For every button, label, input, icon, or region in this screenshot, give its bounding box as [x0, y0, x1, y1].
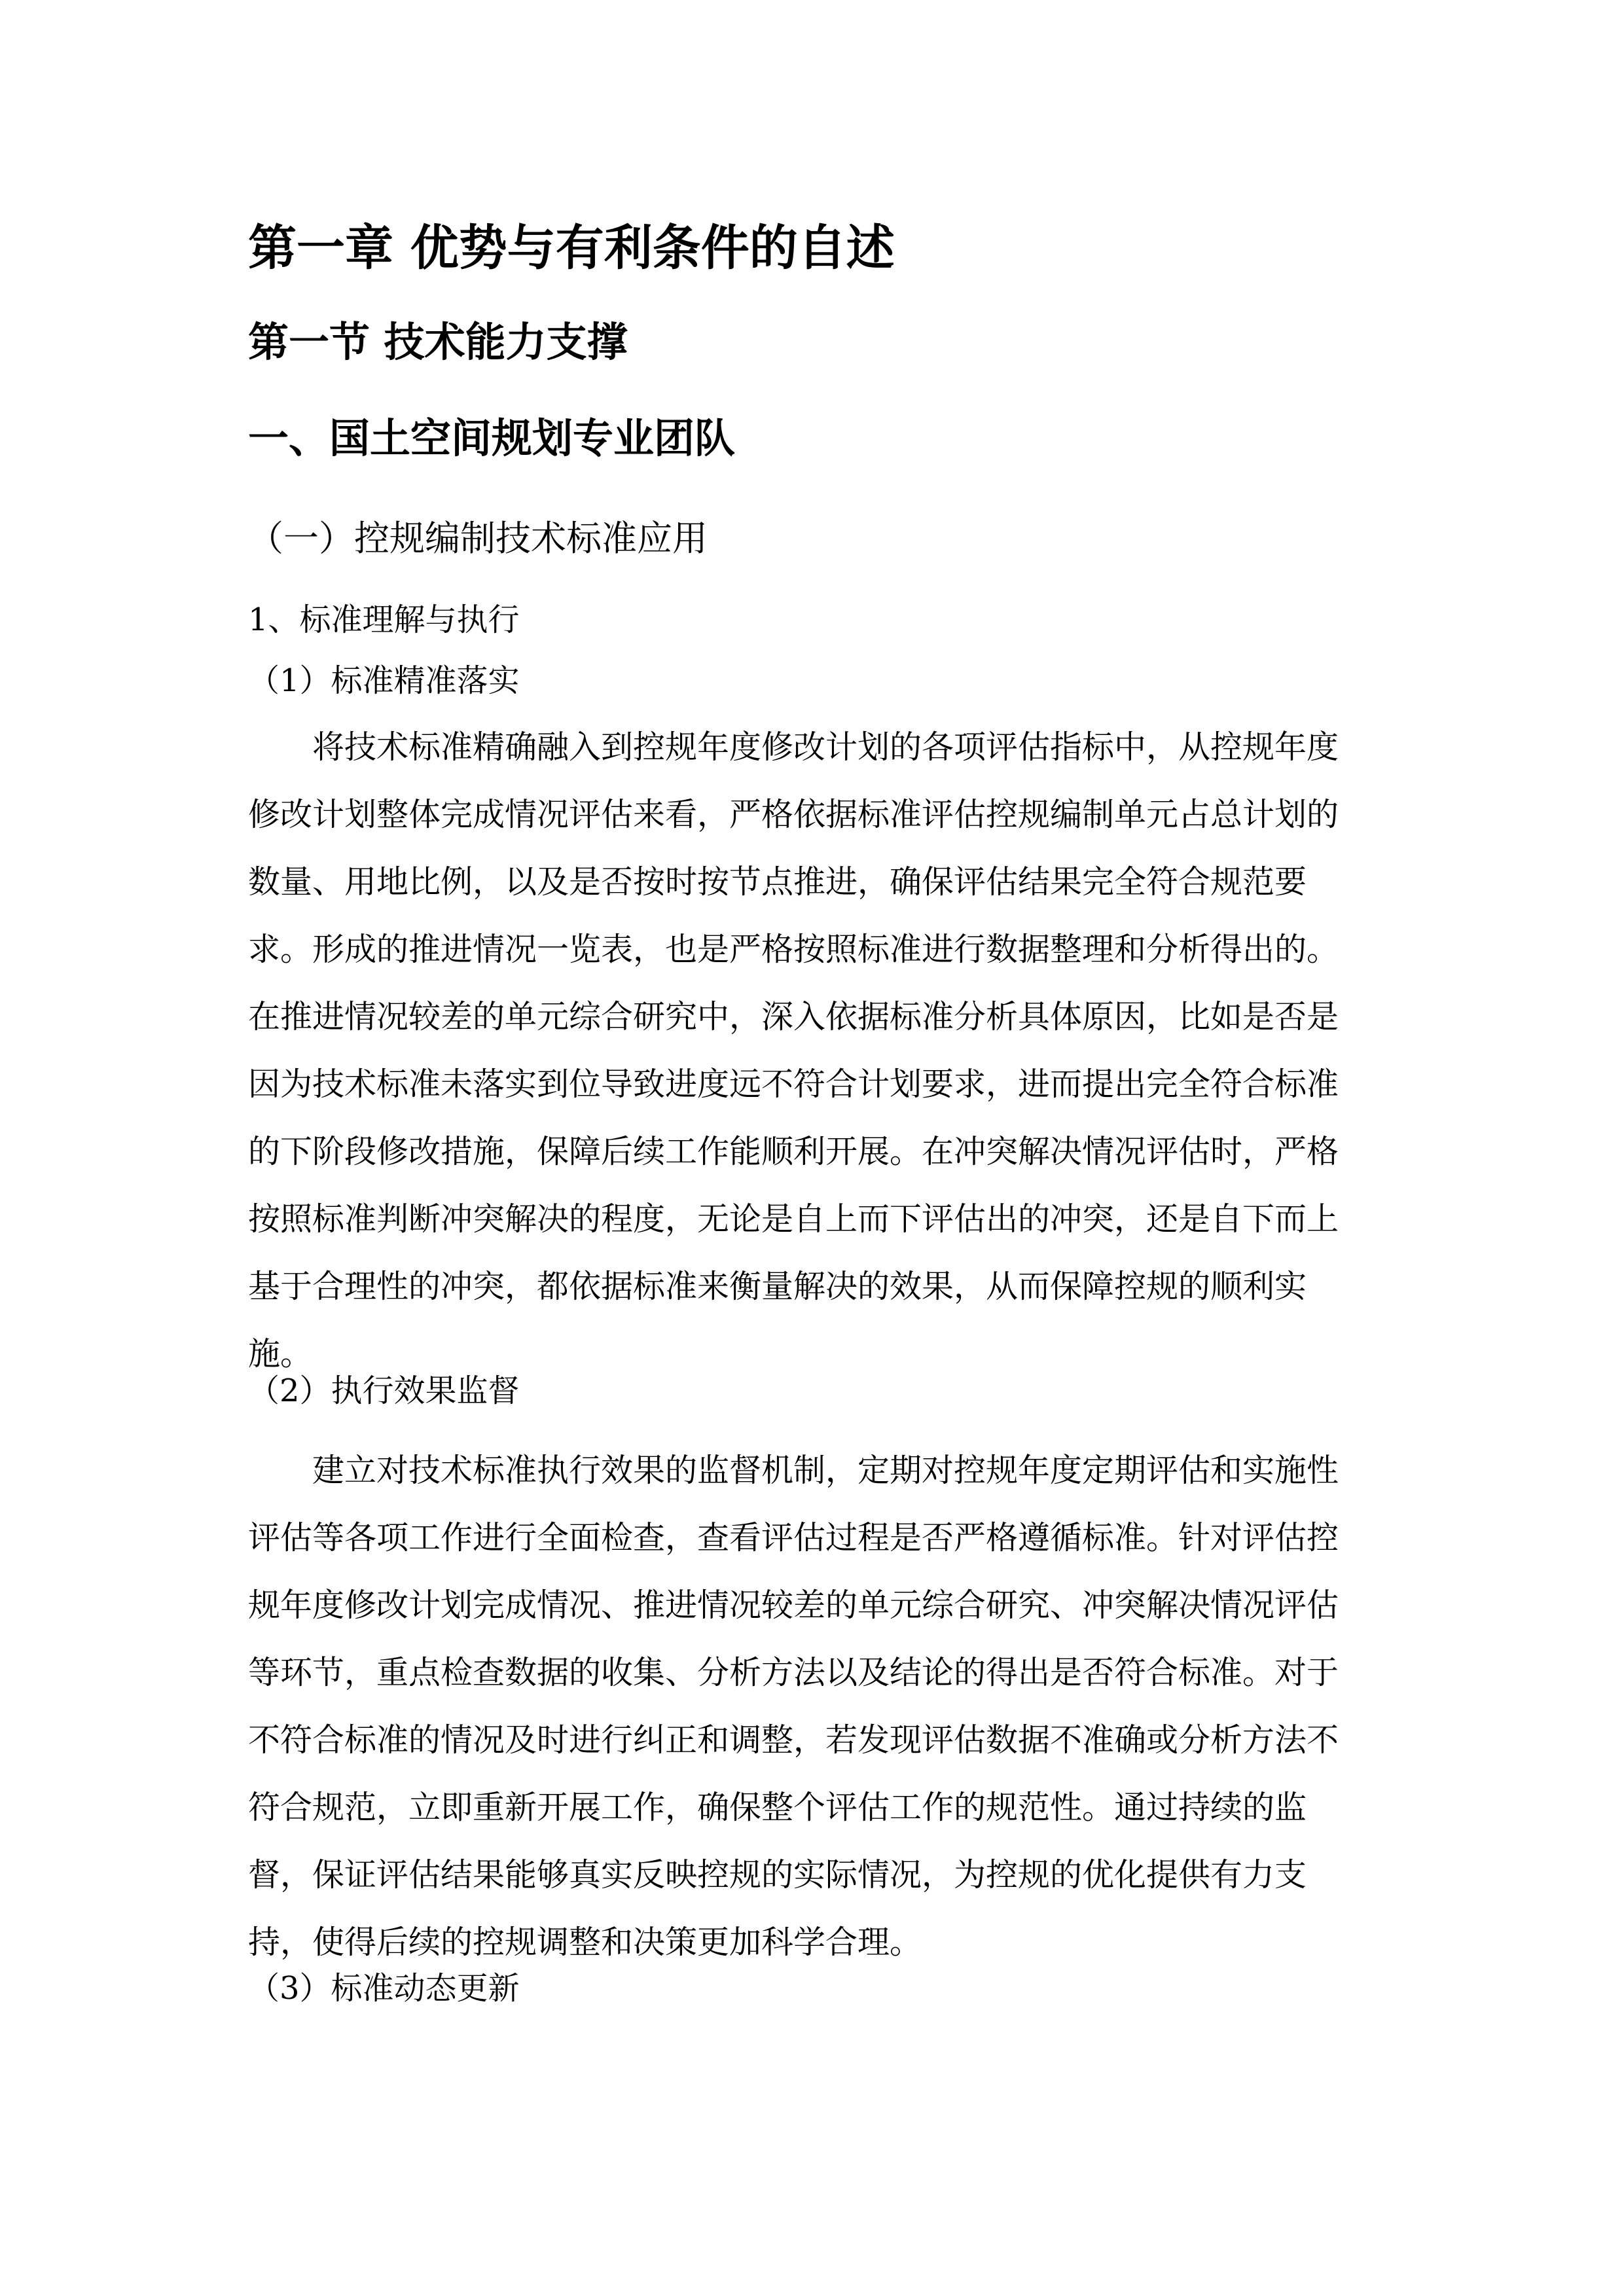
paragraph-2 [248, 1437, 1370, 1976]
paragraph-line: 求。形成的推进情况一览表，也是严格按照标准进行数据整理和分析得出的。 [248, 931, 1339, 968]
chapter-title: 第一章 优势与有利条件的自述 [248, 220, 895, 276]
paragraph-1 [248, 713, 1370, 1388]
paragraph-line: 因为技术标准未落实到位导致进度远不符合计划要求，进而提出完全符合标准 [248, 1066, 1339, 1103]
paragraph-line: 按照标准判断冲突解决的程度，无论是自上而下评估出的冲突，还是自下而上 [248, 1200, 1339, 1238]
paragraph-line: 修改计划整体完成情况评估来看，严格依据标准评估控规编制单元占总计划的 [248, 796, 1339, 833]
paragraph-line: 将技术标准精确融入到控规年度修改计划的各项评估指标中，从控规年度 [312, 728, 1339, 766]
subitem-title-1: （1）标准精准落实 [248, 662, 520, 699]
paragraph-line: 符合规范，立即重新开展工作，确保整个评估工作的规范性。通过持续的监 [248, 1789, 1307, 1826]
paragraph-line: 不符合标准的情况及时进行纠正和调整，若发现评估数据不准确或分析方法不 [248, 1721, 1339, 1759]
subitem-title-3: （3）标准动态更新 [248, 1970, 520, 2007]
subsubsection-title: （一）控规编制技术标准应用 [248, 518, 708, 559]
paragraph-line: 持，使得后续的控规调整和决策更加科学合理。 [248, 1924, 922, 1961]
paragraph-line: 督，保证评估结果能够真实反映控规的实际情况，为控规的优化提供有力支 [248, 1856, 1307, 1893]
subitem-title-2: （2）执行效果监督 [248, 1372, 520, 1409]
section-title: 第一节 技术能力支撑 [248, 318, 628, 366]
paragraph-line: 施。 [248, 1335, 313, 1372]
paragraph-line: 基于合理性的冲突，都依据标准来衡量解决的效果，从而保障控规的顺利实 [248, 1268, 1307, 1305]
paragraph-line: 的下阶段修改措施，保障后续工作能顺利开展。在冲突解决情况评估时，严格 [248, 1133, 1339, 1170]
paragraph-line: 数量、用地比例，以及是否按时按节点推进，确保评估结果完全符合规范要 [248, 863, 1307, 901]
paragraph-line: 等环节，重点检查数据的收集、分析方法以及结论的得出是否符合标准。对于 [248, 1654, 1339, 1691]
paragraph-line: 评估等各项工作进行全面检查，查看评估过程是否严格遵循标准。针对评估控 [248, 1519, 1339, 1556]
item-title: 1、标准理解与执行 [248, 601, 520, 638]
subsection-title: 一、国土空间规划专业团队 [248, 414, 736, 462]
paragraph-line: 在推进情况较差的单元综合研究中，深入依据标准分析具体原因，比如是否是 [248, 998, 1339, 1035]
paragraph-line: 建立对技术标准执行效果的监督机制，定期对控规年度定期评估和实施性 [312, 1452, 1339, 1489]
paragraph-line: 规年度修改计划完成情况、推进情况较差的单元综合研究、冲突解决情况评估 [248, 1587, 1339, 1624]
